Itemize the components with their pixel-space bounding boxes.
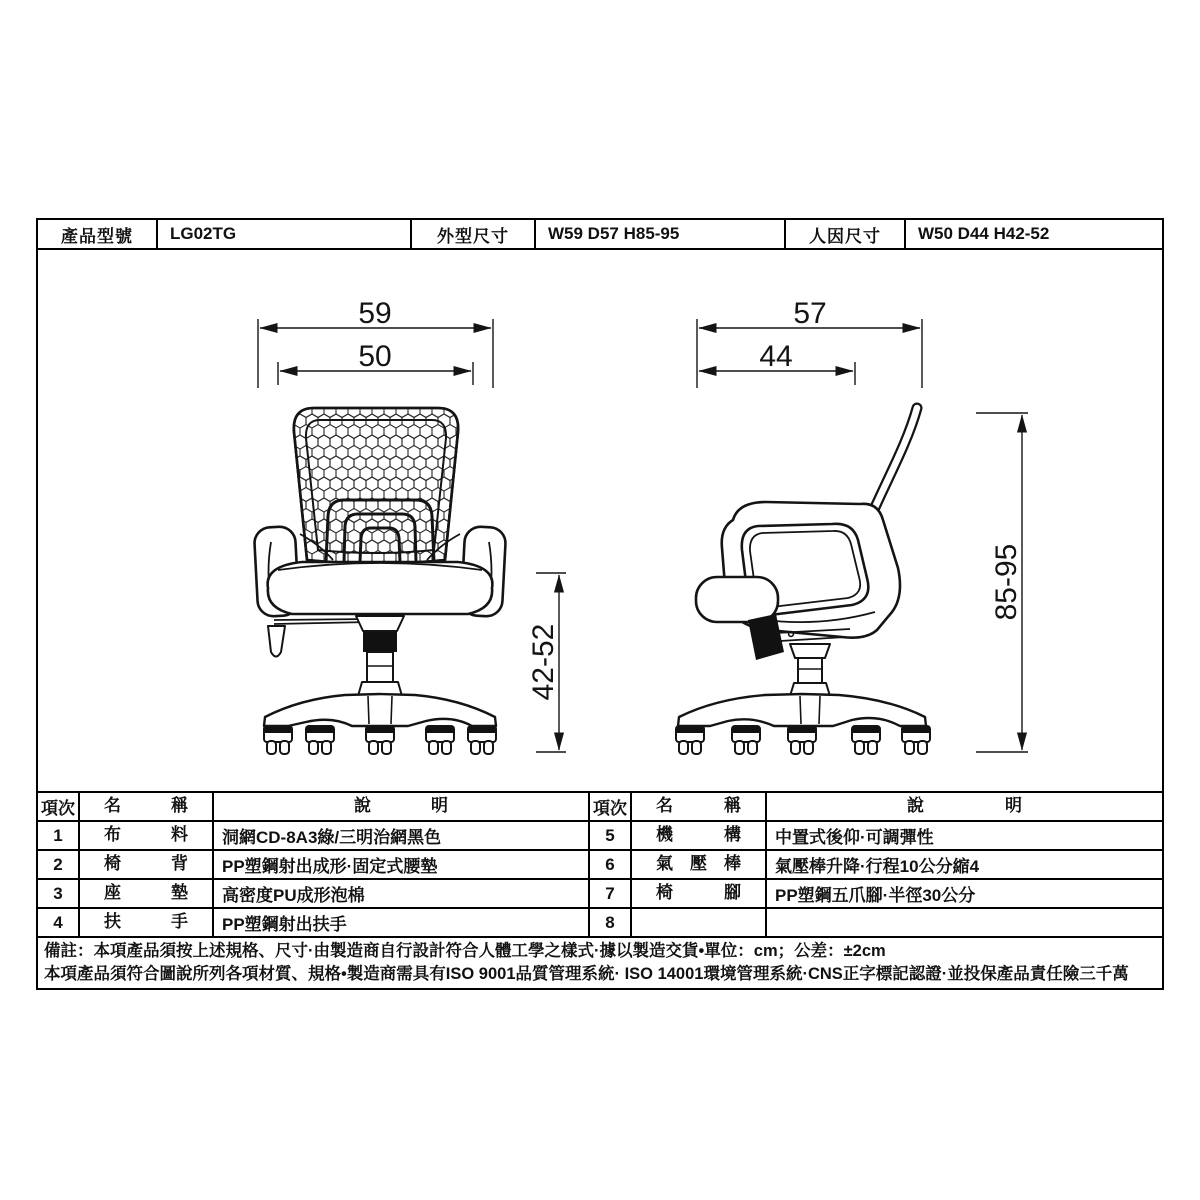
front-view-drawing bbox=[240, 300, 570, 770]
part-name: 座墊 bbox=[80, 880, 212, 907]
ergo-dim-value: W50 D44 H42-52 bbox=[906, 220, 1162, 248]
notes-block bbox=[38, 938, 1162, 988]
part-name: 布料 bbox=[80, 822, 212, 849]
part-desc bbox=[767, 909, 1162, 936]
part-name bbox=[632, 909, 765, 936]
title-block bbox=[38, 220, 1162, 248]
front-width-outer-label: 59 bbox=[358, 300, 392, 330]
part-no: 7 bbox=[590, 880, 630, 907]
chair-side-art bbox=[676, 408, 930, 754]
part-no: 8 bbox=[590, 909, 630, 936]
outer-dim-label: 外型尺寸 bbox=[412, 220, 534, 248]
part-no: 6 bbox=[590, 851, 630, 878]
note-line-2: 本項產品須符合圖說所列各項材質、規格•製造商需具有ISO 9001品質管理系統· ISO 14001環境管理系統·CNS正字標記認證·並投保產品責任險三千萬 bbox=[44, 965, 1129, 983]
col-header-desc: 說明 bbox=[214, 793, 588, 820]
parts-table-right bbox=[590, 793, 1162, 936]
part-desc: 氣壓棒升降·行程10公分縮4 bbox=[767, 851, 1162, 878]
part-name: 椅背 bbox=[80, 851, 212, 878]
col-header-desc: 說明 bbox=[767, 793, 1162, 820]
part-name: 椅腳 bbox=[632, 880, 765, 907]
part-desc: 洞網CD-8A3綠/三明治網黑色 bbox=[214, 822, 588, 849]
front-casters bbox=[264, 726, 496, 754]
part-desc: PP塑鋼射出成形·固定式腰墊 bbox=[214, 851, 588, 878]
part-no: 4 bbox=[38, 909, 78, 936]
outer-dim-value: W59 D57 H85-95 bbox=[536, 220, 784, 248]
part-no: 1 bbox=[38, 822, 78, 849]
part-desc: 高密度PU成形泡棉 bbox=[214, 880, 588, 907]
parts-tables bbox=[38, 793, 1162, 936]
part-no: 5 bbox=[590, 822, 630, 849]
part-desc: 中置式後仰·可調彈性 bbox=[767, 822, 1162, 849]
part-name: 扶手 bbox=[80, 909, 212, 936]
part-desc: PP塑鋼五爪腳·半徑30公分 bbox=[767, 880, 1162, 907]
back-height-label: 85-95 bbox=[989, 543, 1023, 621]
part-no: 3 bbox=[38, 880, 78, 907]
col-header-name: 名稱 bbox=[632, 793, 765, 820]
col-header-no: 項次 bbox=[590, 793, 630, 820]
col-header-no: 項次 bbox=[38, 793, 78, 820]
parts-table-left bbox=[38, 793, 588, 936]
side-depth-outer-label: 57 bbox=[793, 300, 827, 330]
side-view-drawing bbox=[670, 300, 1040, 770]
model-value: LG02TG bbox=[158, 220, 410, 248]
note-line-1: 備註：本項產品須按上述規格、尺寸·由製造商自行設計符合人體工學之樣式·據以製造交貨•單位：cm；公差：±2cm bbox=[44, 942, 886, 960]
part-desc: PP塑鋼射出扶手 bbox=[214, 909, 588, 936]
side-depth-inner-label: 44 bbox=[759, 340, 793, 373]
document-frame bbox=[36, 218, 1164, 990]
part-name: 機構 bbox=[632, 822, 765, 849]
drawing-area bbox=[38, 250, 1162, 791]
part-name: 氣壓棒 bbox=[632, 851, 765, 878]
side-casters bbox=[676, 726, 930, 754]
ergo-dim-label: 人因尺寸 bbox=[786, 220, 904, 248]
col-header-name: 名稱 bbox=[80, 793, 212, 820]
chair-front-art bbox=[254, 408, 507, 754]
model-label: 產品型號 bbox=[38, 220, 156, 248]
front-width-inner-label: 50 bbox=[358, 340, 392, 373]
part-no: 2 bbox=[38, 851, 78, 878]
seat-height-label: 42-52 bbox=[526, 623, 560, 701]
